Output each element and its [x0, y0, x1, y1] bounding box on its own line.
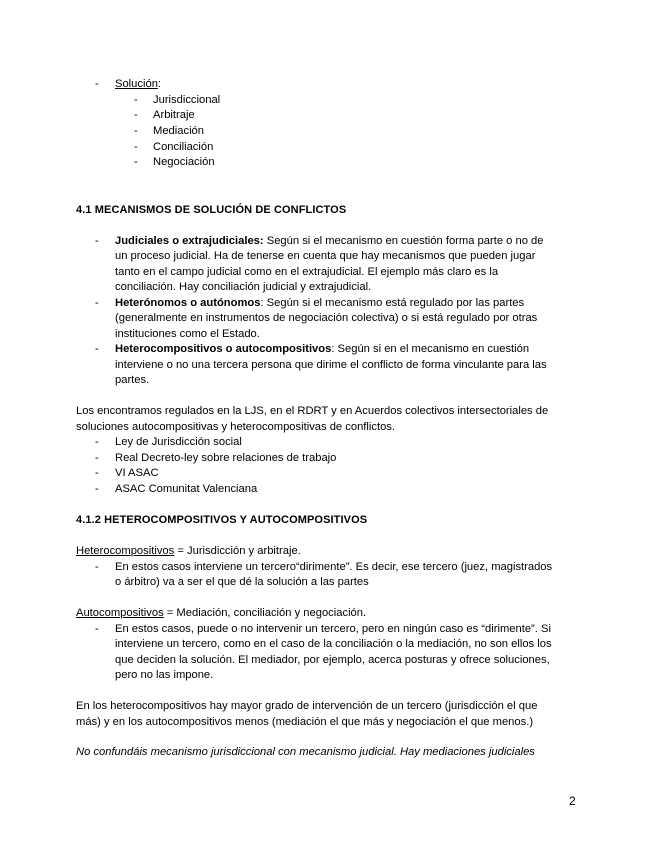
auto-rest: = Mediación, conciliación y negociación. — [163, 607, 367, 619]
law-item: VI ASAC — [115, 467, 159, 479]
bullet-dash: - — [95, 452, 99, 464]
paragraph-line: Los encontramos regulados en la LJS, en el RDRT y en Acuerdos colectivos intersectoriales de — [76, 405, 549, 417]
bullet-text: conciliación. Hay conciliación judicial y extrajudicial. — [115, 281, 372, 293]
mechanism-bullet-judiciales — [115, 234, 543, 249]
bullet-text: instituciones como el Estado. — [115, 328, 260, 340]
bullet-bold-term: Heterocompositivos o autocompositivos — [115, 343, 332, 355]
solucion-item: Conciliación — [153, 141, 214, 153]
bullet-text: En estos casos interviene un tercero“dirimente”. Es decir, ese tercero (juez, magistrados — [115, 561, 553, 573]
section-heading-4-1-2: 4.1.2 HETEROCOMPOSITIVOS Y AUTOCOMPOSITIVOS — [76, 514, 368, 526]
bullet-dash: - — [134, 141, 138, 153]
bullet-dash: - — [95, 78, 99, 90]
bullet-dash: - — [95, 467, 99, 479]
bullet-dash: - — [134, 125, 138, 137]
auto-term: Autocompositivos — [76, 607, 164, 619]
solucion-term: Solución — [115, 78, 158, 90]
bullet-dash: - — [134, 94, 138, 106]
bullet-bold-term: Heterónomos o autónomos — [115, 297, 261, 309]
bullet-dash: - — [95, 623, 99, 635]
bullet-text: o árbitro) va a ser el que dé la solución a las partes — [115, 576, 369, 588]
solucion-item: Arbitraje — [153, 109, 195, 121]
bullet-text: interviene o no una tercera persona que dirime el conflicto de forma vinculante para las — [115, 359, 547, 371]
page-number: 2 — [569, 794, 576, 808]
bullet-dash: - — [95, 343, 99, 355]
solucion-item: Negociación — [153, 156, 215, 168]
mechanism-bullet-heterocompositivos — [115, 342, 529, 357]
bullet-text: : Según si en el mecanismo en cuestión — [331, 343, 530, 355]
mechanism-bullet-heteronomos — [115, 296, 524, 311]
auto-definition — [76, 606, 366, 621]
paragraph-line: más) y en los autocompositivos menos (mediación el que más y negociación el que menos.) — [76, 716, 534, 728]
bullet-dash: - — [95, 436, 99, 448]
solucion-item: Mediación — [153, 125, 204, 137]
bullet-text: un proceso judicial. Ha de tenerse en cuenta que hay mecanismos que pueden jugar — [115, 250, 536, 262]
bullet-dash: - — [95, 561, 99, 573]
law-item: Ley de Jurisdicción social — [115, 436, 242, 448]
law-item: ASAC Comunitat Valenciana — [115, 483, 258, 495]
hetero-rest: = Jurisdicción y arbitraje. — [174, 545, 301, 557]
paragraph-line: En los heterocompositivos hay mayor grado de intervención de un tercero (jurisdicción el que — [76, 700, 538, 712]
bullet-text: que deciden la solución. El mediador, por ejemplo, acerca posturas y ofrece soluciones, — [115, 654, 550, 666]
bullet-text: (generalmente en instrumentos de negociación colectiva) o si está regulado por otras — [115, 312, 538, 324]
paragraph-line: soluciones autocompositivas y heterocompositivas de conflictos. — [76, 421, 396, 433]
solucion-label — [115, 77, 161, 92]
hetero-term: Heterocompositivos — [76, 545, 175, 557]
bullet-text: Según si el mecanismo en cuestión forma parte o no de — [263, 235, 544, 247]
bullet-text: : Según si el mecanismo está regulado por las partes — [260, 297, 525, 309]
bullet-text: pero no las impone. — [115, 669, 214, 681]
bullet-dash: - — [95, 297, 99, 309]
hetero-definition — [76, 544, 301, 559]
bullet-bold-term: Judiciales o extrajudiciales: — [115, 235, 264, 247]
bullet-dash: - — [95, 235, 99, 247]
bullet-text: tanto en el campo judicial como en el extrajudicial. El ejemplo más claro es la — [115, 266, 499, 278]
law-item: Real Decreto-ley sobre relaciones de trabajo — [115, 452, 337, 464]
bullet-dash: - — [134, 109, 138, 121]
solucion-colon: : — [157, 78, 162, 90]
bullet-dash: - — [134, 156, 138, 168]
bullet-text: En estos casos, puede o no intervenir un tercero, pero en ningún caso es “dirimente”. Si — [115, 623, 551, 635]
italic-note: No confundáis mecanismo jurisdiccional con mecanismo judicial. Hay mediaciones judiciales — [76, 746, 535, 758]
bullet-text: partes. — [115, 374, 150, 386]
solucion-item: Jurisdiccional — [153, 94, 221, 106]
bullet-dash: - — [95, 483, 99, 495]
bullet-text: interviene un tercero, como en el caso de la conciliación o la mediación, no son ellos los — [115, 638, 552, 650]
section-heading-4-1: 4.1 MECANISMOS DE SOLUCIÓN DE CONFLICTOS — [76, 204, 347, 216]
